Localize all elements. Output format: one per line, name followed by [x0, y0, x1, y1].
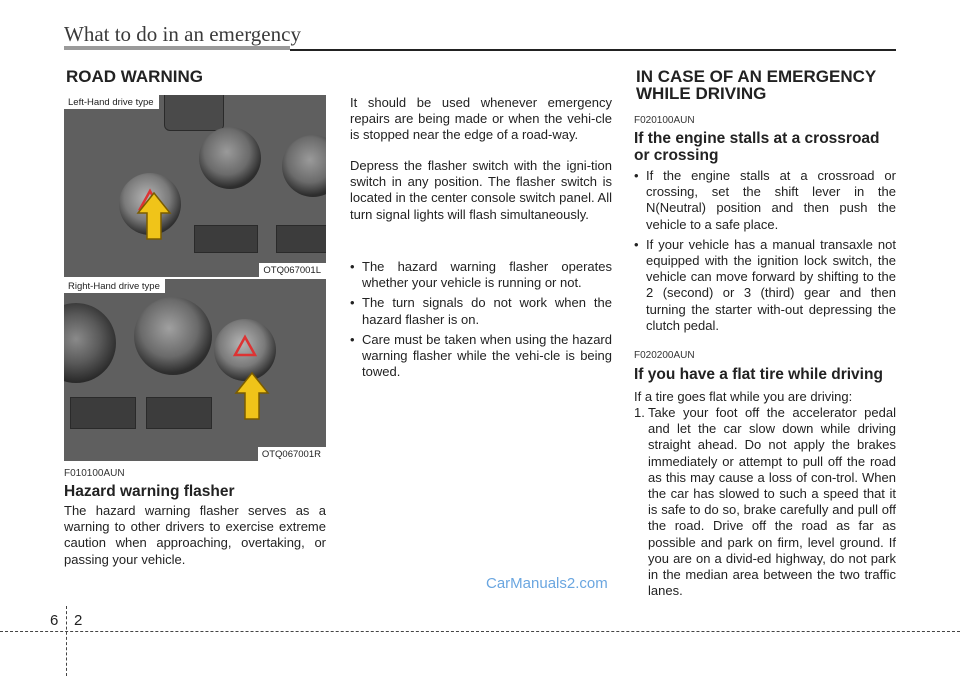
bullet-list	[634, 168, 896, 338]
section-title-road-warning: ROAD WARNING	[66, 67, 203, 86]
list-item-text: If the engine stalls at a crossroad or crossing, set the shift lever in the N(Neutral) position and then push the vehicle to a safe place.	[646, 168, 896, 232]
section-title-emergency-line1: IN CASE OF AN EMERGENCY	[636, 67, 877, 86]
list-item-text: Take your foot off the accelerator pedal and let the car slow down while driving straight ahead. Do not apply the brakes immediately or attempt to pull off the road as this may cause a loss of con-trol. When the car has slowed to such a speed that it is safe to do so, brake carefully and pull off the road. Drive off the road as far as possible and park on firm, level ground. If you are on a divid-ed highway, do not park in the median area between the two traffic lanes.	[648, 405, 896, 599]
page-header-title: What to do in an emergency	[64, 22, 301, 46]
image-tag-right-hand: Right-Hand drive type	[64, 279, 165, 293]
section-code: F020100AUN	[634, 115, 695, 126]
climate-knob	[199, 127, 261, 189]
heading-engine-stalls-line2: or crossing	[634, 147, 719, 164]
paragraph: The hazard warning flasher serves as a warning to other drivers to exercise extreme caution when approaching, overtaking, or passing your vehicle.	[64, 503, 326, 567]
list-item	[634, 237, 896, 334]
section-code: F020200AUN	[634, 350, 695, 361]
list-item-text: If your vehicle has a manual transaxle not equipped with the ignition lock switch, the vehicle can move forward by shifting to the 2 (second) or 3 (third) gear and then turning the starter with-out depressing the clutch pedal.	[646, 236, 896, 333]
heading-hazard-warning-flasher: Hazard warning flasher	[64, 483, 235, 500]
chapter-number: 6	[50, 612, 59, 629]
arrow-pointer-icon	[232, 371, 272, 421]
header-accent-rule	[64, 46, 290, 50]
air-vent	[164, 95, 224, 131]
list-item	[350, 332, 612, 381]
paragraph: If a tire goes flat while you are driving:	[634, 389, 853, 404]
bullet: •	[350, 259, 355, 274]
bullet: •	[350, 295, 355, 311]
list-item-text: The hazard warning flasher operates whether your vehicle is running or not.	[362, 259, 612, 291]
bullet: •	[634, 236, 639, 252]
climate-knob	[282, 135, 326, 197]
list-item-text: The turn signals do not work when the hazard flasher is on.	[362, 295, 612, 327]
bullet: •	[634, 168, 639, 183]
list-item	[634, 168, 896, 233]
switch-slot	[194, 225, 258, 253]
numbered-list	[634, 405, 896, 599]
switch-slot	[146, 397, 212, 429]
watermark: CarManuals2.com	[486, 575, 608, 592]
list-item	[350, 295, 612, 327]
section-title-emergency-line2: WHILE DRIVING	[636, 84, 767, 103]
paragraph: It should be used whenever emergency repairs are being made or when the vehi-cle is stopped near the edge of a road-way.	[350, 95, 612, 143]
list-item-text: Care must be taken when using the hazard warning flasher while the vehi-cle is being towed.	[362, 331, 612, 380]
climate-knob	[134, 297, 212, 375]
photo-left-hand-drive	[64, 95, 326, 277]
bullet: •	[350, 331, 355, 347]
footer-rule	[0, 631, 960, 632]
switch-slot	[70, 397, 136, 429]
heading-engine-stalls-line1: If the engine stalls at a crossroad	[634, 130, 880, 147]
section-code: F010100AUN	[64, 468, 125, 479]
footer-divider	[66, 606, 67, 676]
image-caption: OTQ067001R	[258, 447, 326, 461]
list-item	[350, 259, 612, 291]
page-number: 2	[74, 612, 83, 629]
photo-right-hand-drive	[64, 279, 326, 461]
list-item	[634, 405, 896, 599]
bullet-list	[350, 259, 612, 384]
arrow-pointer-icon	[134, 191, 174, 241]
paragraph: Depress the flasher switch with the igni-tion switch in any position. The flasher switch is located in the center console switch panel. All turn signal lights will flash simultaneously.	[350, 158, 612, 222]
step-number: 1.	[634, 405, 645, 420]
switch-slot	[276, 225, 326, 253]
header-rule	[290, 49, 896, 51]
image-tag-left-hand: Left-Hand drive type	[64, 95, 159, 109]
image-caption: OTQ067001L	[259, 263, 326, 277]
heading-flat-tire: If you have a flat tire while driving	[634, 366, 883, 383]
climate-knob	[64, 303, 116, 383]
